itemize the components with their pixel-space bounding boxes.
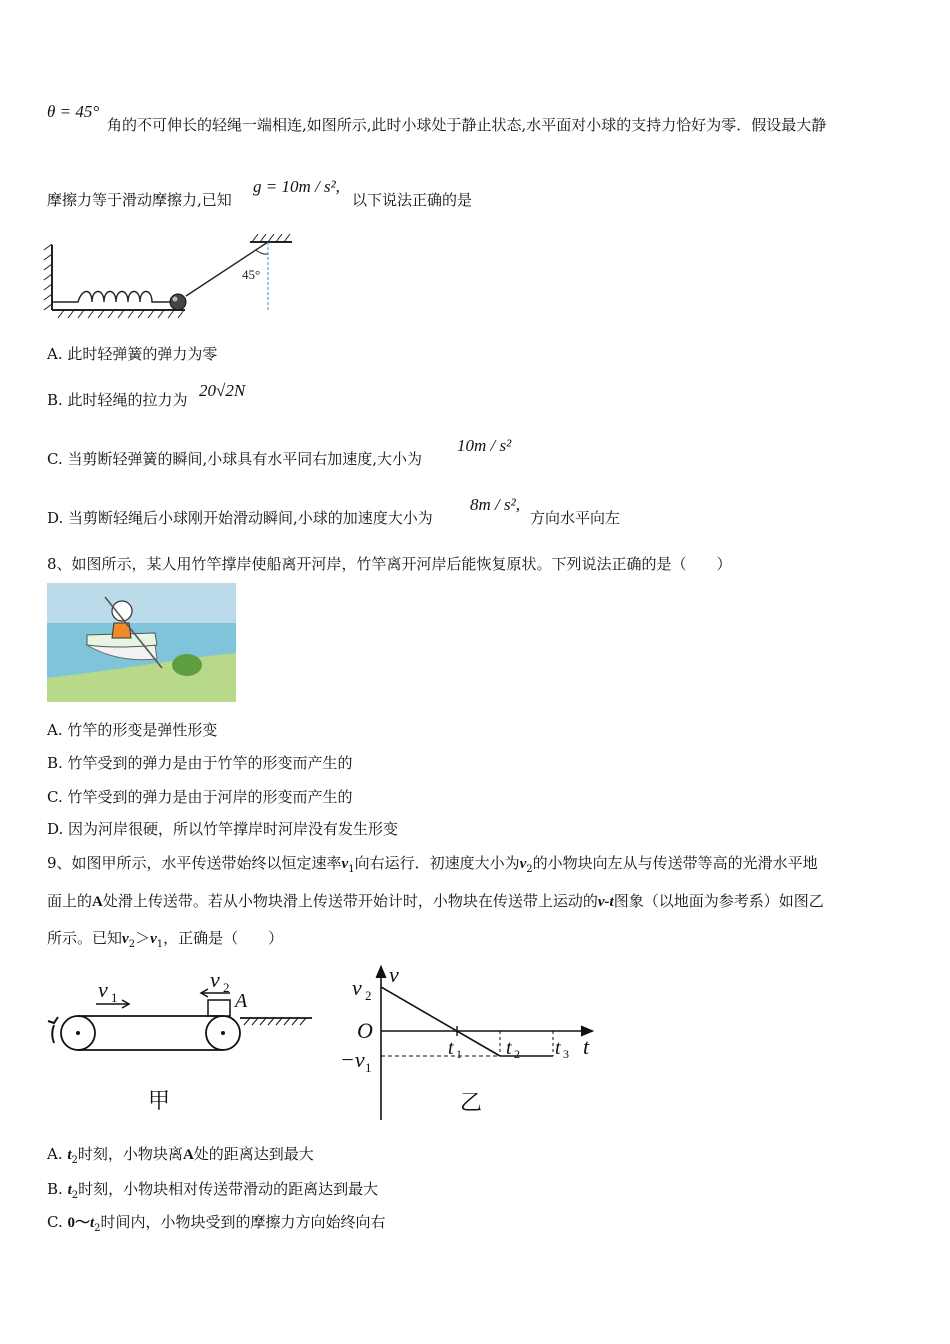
q9-stem-text: 处滑上传送带。若从小物块滑上传送带开始计时，小物块在传送带上运动的 xyxy=(102,892,598,910)
symbol-v2: v xyxy=(122,931,129,947)
q7-option-c-math: 10m / s² xyxy=(457,436,512,455)
q9-option-a xyxy=(47,1144,314,1171)
q7-option-d-math: 8m / s², xyxy=(470,495,520,514)
q9-stem-text: 的小物块向左从与传送带等高的光滑水平地 xyxy=(532,854,818,872)
q9-stem-text: 向右运行．初速度大小为 xyxy=(354,854,520,872)
spring-ball-figure xyxy=(40,230,310,330)
option-marker: C. xyxy=(47,1213,68,1231)
tick-t3-sub: 3 xyxy=(563,1047,569,1061)
point-a: A xyxy=(92,894,103,910)
subscript-1: 1 xyxy=(156,939,164,950)
q9-stem-text: ＞ xyxy=(135,929,151,947)
axis-label-v: v xyxy=(389,962,399,987)
subscript-2: 2 xyxy=(526,864,533,875)
vt-symbol: v-t xyxy=(597,894,614,910)
figure-label-jia: 甲 xyxy=(148,1089,171,1114)
q8-option-b: B. 竹竿受到的弹力是由于竹竿的形变而产生的 xyxy=(47,754,353,772)
option-text: 处的距离达到最大 xyxy=(193,1145,314,1163)
q9-stem-line2 xyxy=(47,891,824,912)
tick-t1-sub: 1 xyxy=(456,1047,462,1061)
q9-stem-text: 所示。已知 xyxy=(47,929,123,947)
subscript-2: 2 xyxy=(71,1155,78,1166)
g-expression: g = 10m / s², xyxy=(253,177,340,196)
q9-stem-line1 xyxy=(47,853,818,880)
q9-option-c xyxy=(47,1212,386,1239)
tick-v2: v xyxy=(352,975,362,1000)
subscript-1: 1 xyxy=(348,864,355,875)
angle-label: 45° xyxy=(242,267,261,282)
symbol-t: t xyxy=(67,1182,72,1198)
symbol-t: t xyxy=(67,1147,72,1163)
subscript-2: 2 xyxy=(71,1190,79,1201)
q7-option-a: A. 此时轻弹簧的弹力为零 xyxy=(47,345,218,363)
q9-stem-text: 面上的 xyxy=(47,892,93,910)
option-marker: B. xyxy=(47,1180,68,1198)
time-range: 0～ xyxy=(67,1215,90,1231)
origin-label: O xyxy=(357,1018,373,1043)
tick-t2-sub: 2 xyxy=(514,1047,520,1061)
label-point-a: A xyxy=(235,990,248,1012)
q7-option-b-text: B. 此时轻绳的拉力为 xyxy=(47,391,188,409)
option-text: 时间内，小物块受到的摩擦力方向始终向右 xyxy=(100,1213,386,1231)
q7-option-c-text: C. 当剪断轻弹簧的瞬间,小球具有水平同右加速度,大小为 xyxy=(47,450,423,468)
tick-v2-sub: 2 xyxy=(365,988,372,1003)
symbol-t: t xyxy=(90,1215,95,1231)
figure-label-yi: 乙 xyxy=(460,1091,483,1116)
q9-stem-text: 图象（以地面为参考系）如图乙 xyxy=(613,892,824,910)
point-a: A xyxy=(182,1147,194,1163)
subscript-2: 2 xyxy=(128,939,136,950)
q8-option-d: D. 因为河岸很硬，所以竹竿撑岸时河岸没有发生形变 xyxy=(47,820,399,838)
tick-t3: t xyxy=(555,1037,561,1059)
theta-expression: θ = 45° xyxy=(47,102,100,121)
q7-option-d-post: 方向水平向左 xyxy=(530,509,621,527)
q7-stem-line2-pre: 摩擦力等于滑动摩擦力,已知 xyxy=(47,191,232,209)
q8-option-c: C. 竹竿受到的弹力是由于河岸的形变而产生的 xyxy=(47,788,353,806)
label-v2: v xyxy=(210,967,220,992)
subscript-2: 2 xyxy=(94,1223,101,1234)
symbol-v1: v xyxy=(341,856,349,872)
conveyor-figure xyxy=(40,963,320,1123)
option-text: 时刻，小物块离 xyxy=(77,1145,183,1163)
symbol-v2: v xyxy=(519,856,527,872)
label-v2-sub: 2 xyxy=(223,980,230,995)
label-v1: v xyxy=(98,977,108,1002)
tick-neg-v1-sub: 1 xyxy=(365,1060,372,1075)
tick-neg-v1: −v xyxy=(340,1047,365,1072)
option-marker: A. xyxy=(47,1145,68,1163)
q9-stem-text: 9、如图甲所示，水平传送带始终以恒定速率 xyxy=(47,854,342,872)
q8-option-a: A. 竹竿的形变是弹性形变 xyxy=(47,721,218,739)
q7-stem-line1: 角的不可伸长的轻绳一端相连,如图所示,此时小球处于静止状态,水平面对小球的支持力恰好为零．假设最大静 xyxy=(107,116,827,134)
q9-stem-text: ，正确是（ ） xyxy=(163,929,284,947)
boat-illustration xyxy=(47,583,236,702)
q7-option-b-math: 20√2N xyxy=(199,381,246,400)
option-text: 时刻，小物块相对传送带滑动的距离达到最大 xyxy=(78,1180,379,1198)
q9-stem-line3 xyxy=(47,928,283,955)
tick-t1: t xyxy=(448,1037,454,1059)
symbol-v1: v xyxy=(150,931,157,947)
q9-option-b xyxy=(47,1179,378,1206)
tick-t2: t xyxy=(506,1037,512,1059)
q7-option-d-text: D. 当剪断轻绳后小球刚开始滑动瞬间,小球的加速度大小为 xyxy=(47,509,433,527)
q8-stem: 8、如图所示，某人用竹竿撑岸使船离开河岸，竹竿离开河岸后能恢复原状。下列说法正确的是（ ） xyxy=(47,555,732,573)
label-v1-sub: 1 xyxy=(111,990,118,1005)
q7-stem-line2-post: 以下说法正确的是 xyxy=(352,191,473,209)
vt-graph xyxy=(335,960,610,1125)
axis-label-t: t xyxy=(583,1034,590,1059)
